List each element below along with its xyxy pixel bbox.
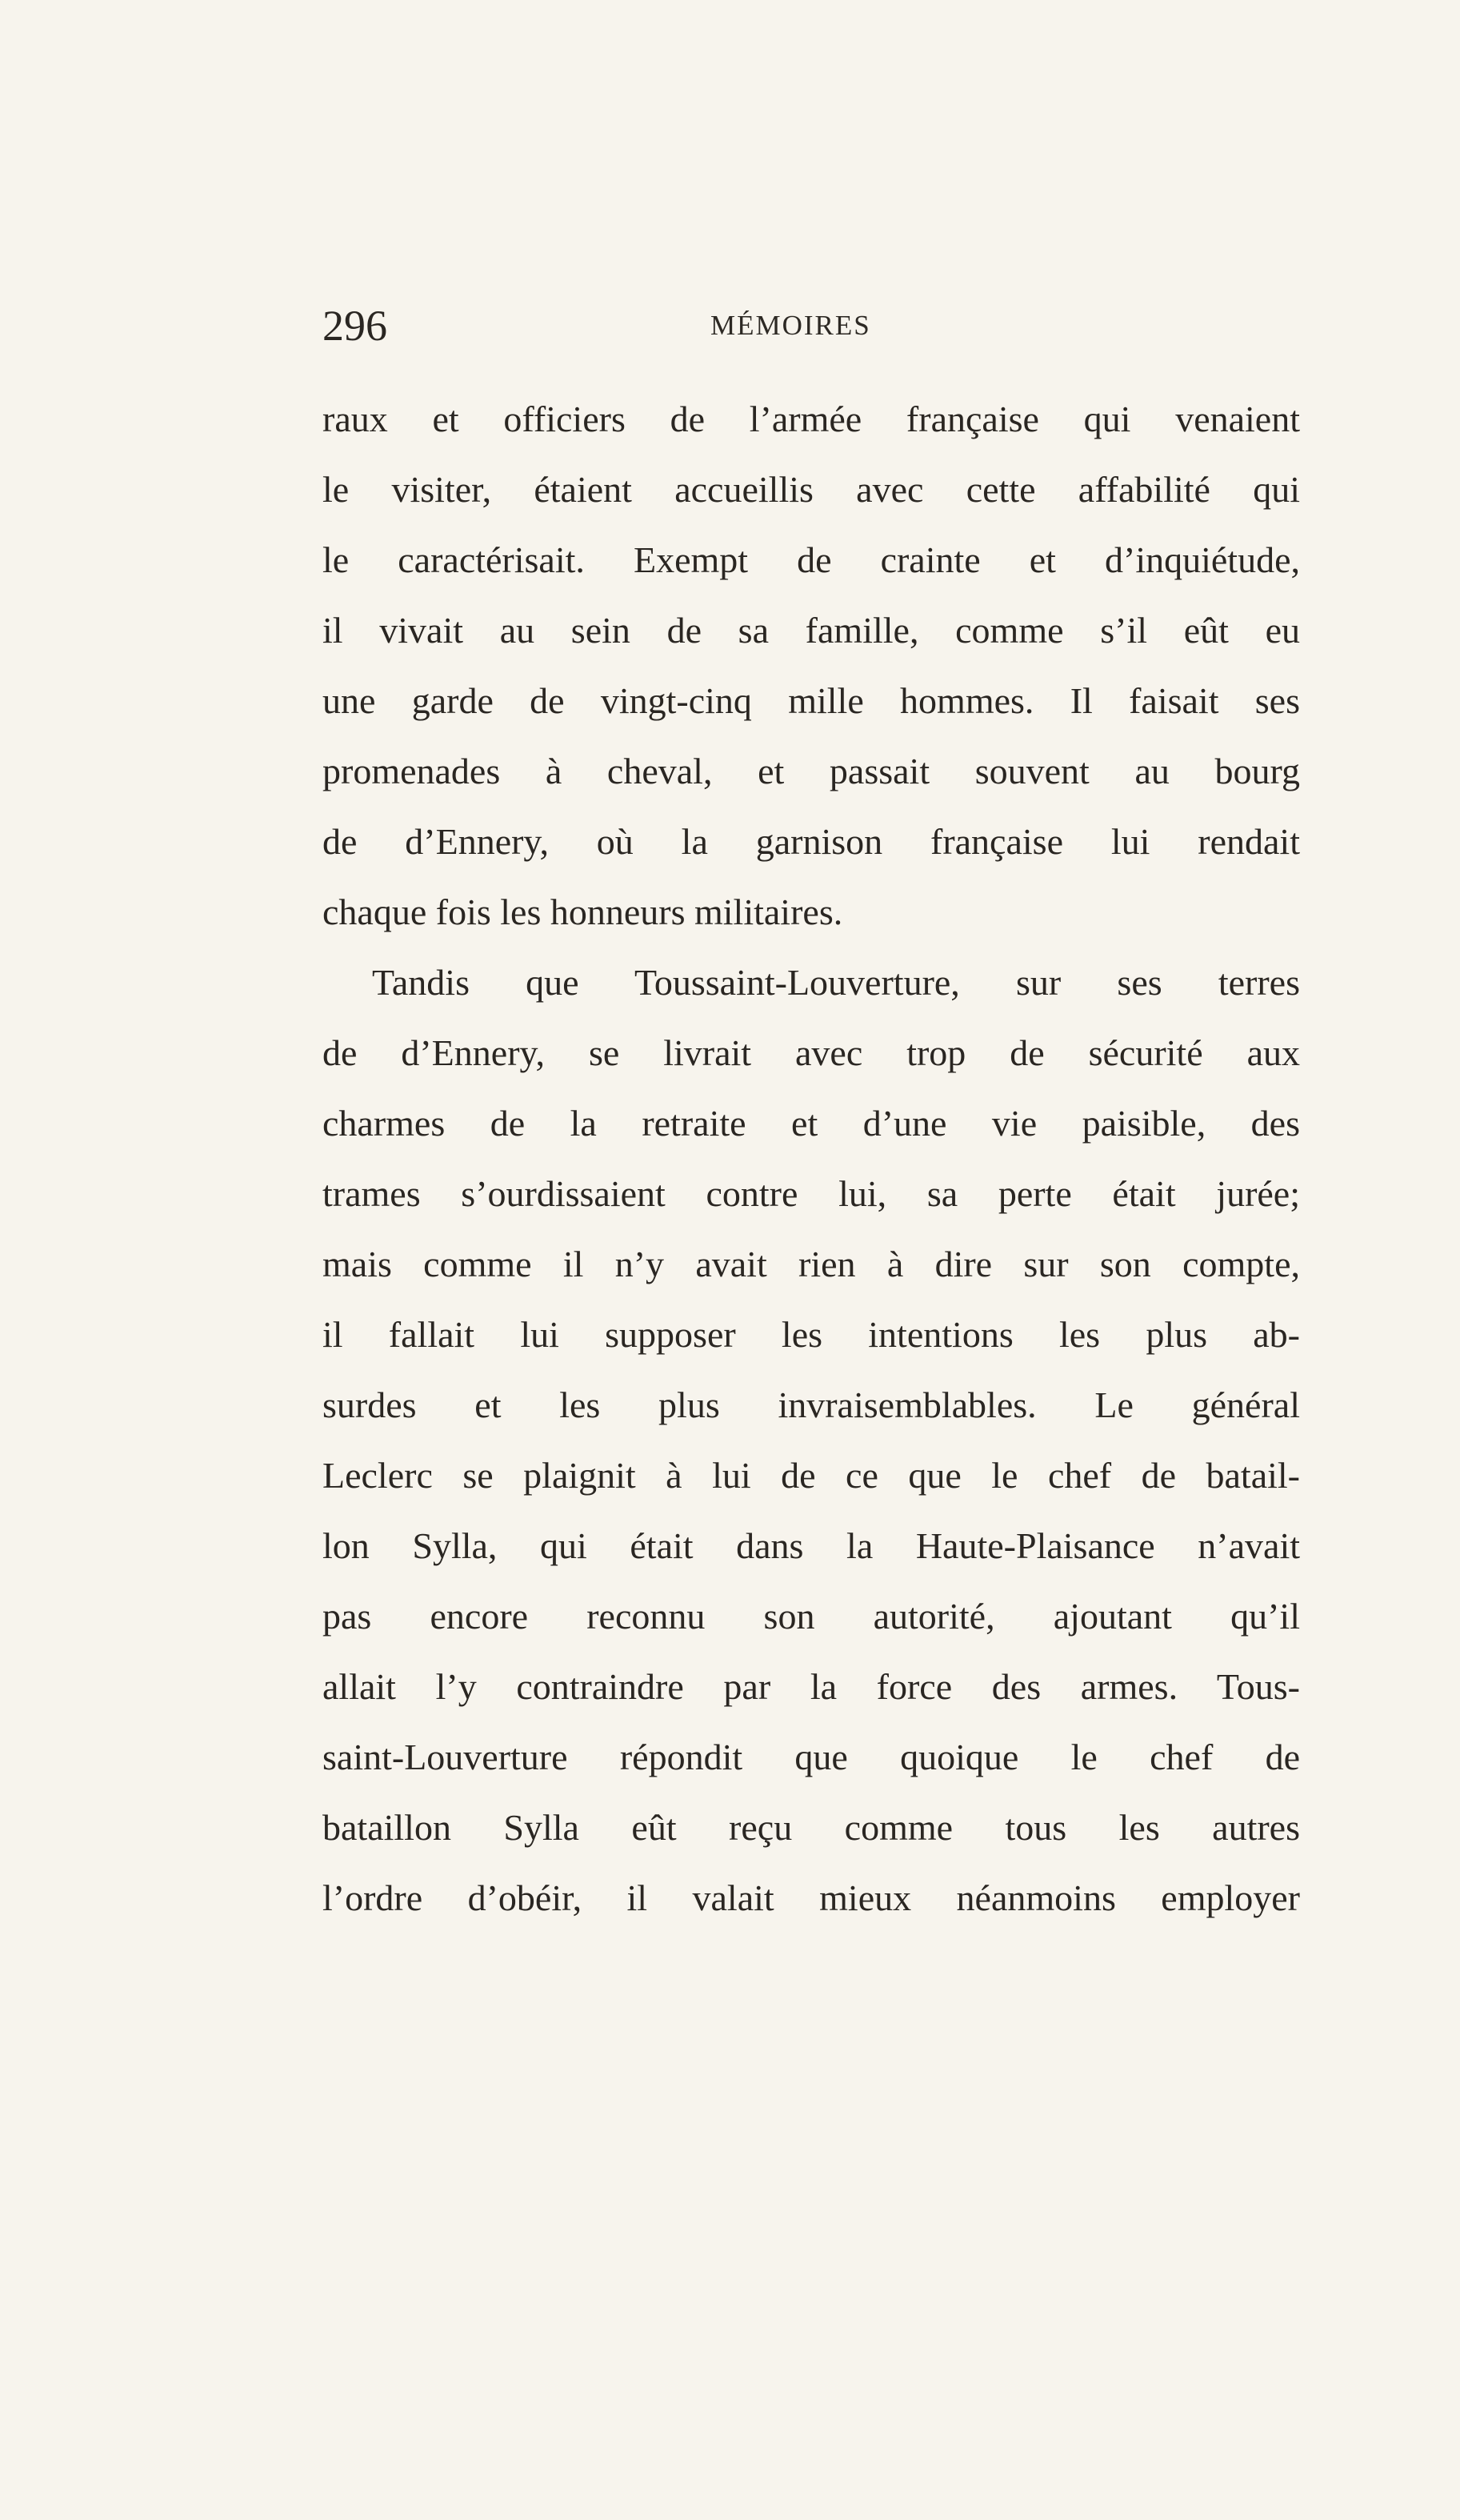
text-line: il vivait au sein de sa famille, comme s’il eût eu <box>322 610 1300 651</box>
text-line: saint-Louverture répondit que quoique le chef de <box>322 1737 1300 1777</box>
page-header <box>322 298 1300 354</box>
text-line: il fallait lui supposer les intentions les plus ab- <box>322 1314 1300 1355</box>
text-line: l’ordre d’obéir, il valait mieux néanmoins employer <box>322 1877 1300 1918</box>
text-line: Leclerc se plaignit à lui de ce que le chef de batail- <box>322 1455 1300 1496</box>
text-line: chaque fois les honneurs militaires. <box>322 891 843 932</box>
body-text <box>322 384 1300 1933</box>
text-line: charmes de la retraite et d’une vie paisible, des <box>322 1103 1300 1144</box>
text-line: trames s’ourdissaient contre lui, sa perte était jurée; <box>322 1173 1300 1214</box>
running-head: MÉMOIRES <box>710 310 871 341</box>
text-line: une garde de vingt-cinq mille hommes. Il faisait ses <box>322 680 1300 721</box>
text-line: raux et officiers de l’armée française qui venaient <box>322 399 1300 439</box>
page-number: 296 <box>322 302 387 350</box>
text-line: le visiter, étaient accueillis avec cette affabilité qui <box>322 469 1300 510</box>
text-line: le caractérisait. Exempt de crainte et d’inquiétude, <box>322 539 1300 580</box>
paragraph-1 <box>322 384 1300 948</box>
text-line: mais comme il n’y avait rien à dire sur son compte, <box>322 1244 1300 1284</box>
paragraph-2 <box>322 948 1300 1933</box>
text-line: pas encore reconnu son autorité, ajoutant qu’il <box>322 1596 1300 1637</box>
text-line: de d’Ennery, où la garnison française lui rendait <box>322 821 1300 862</box>
text-line: lon Sylla, qui était dans la Haute-Plaisance n’avait <box>322 1525 1300 1566</box>
text-line: de d’Ennery, se livrait avec trop de sécurité aux <box>322 1032 1300 1073</box>
text-line: surdes et les plus invraisemblables. Le général <box>322 1384 1300 1425</box>
text-line: promenades à cheval, et passait souvent au bourg <box>322 751 1300 791</box>
text-line: Tandis que Toussaint-Louverture, sur ses terres <box>372 962 1300 1003</box>
text-line: bataillon Sylla eût reçu comme tous les autres <box>322 1807 1300 1848</box>
text-line: allait l’y contraindre par la force des armes. Tous- <box>322 1666 1300 1707</box>
